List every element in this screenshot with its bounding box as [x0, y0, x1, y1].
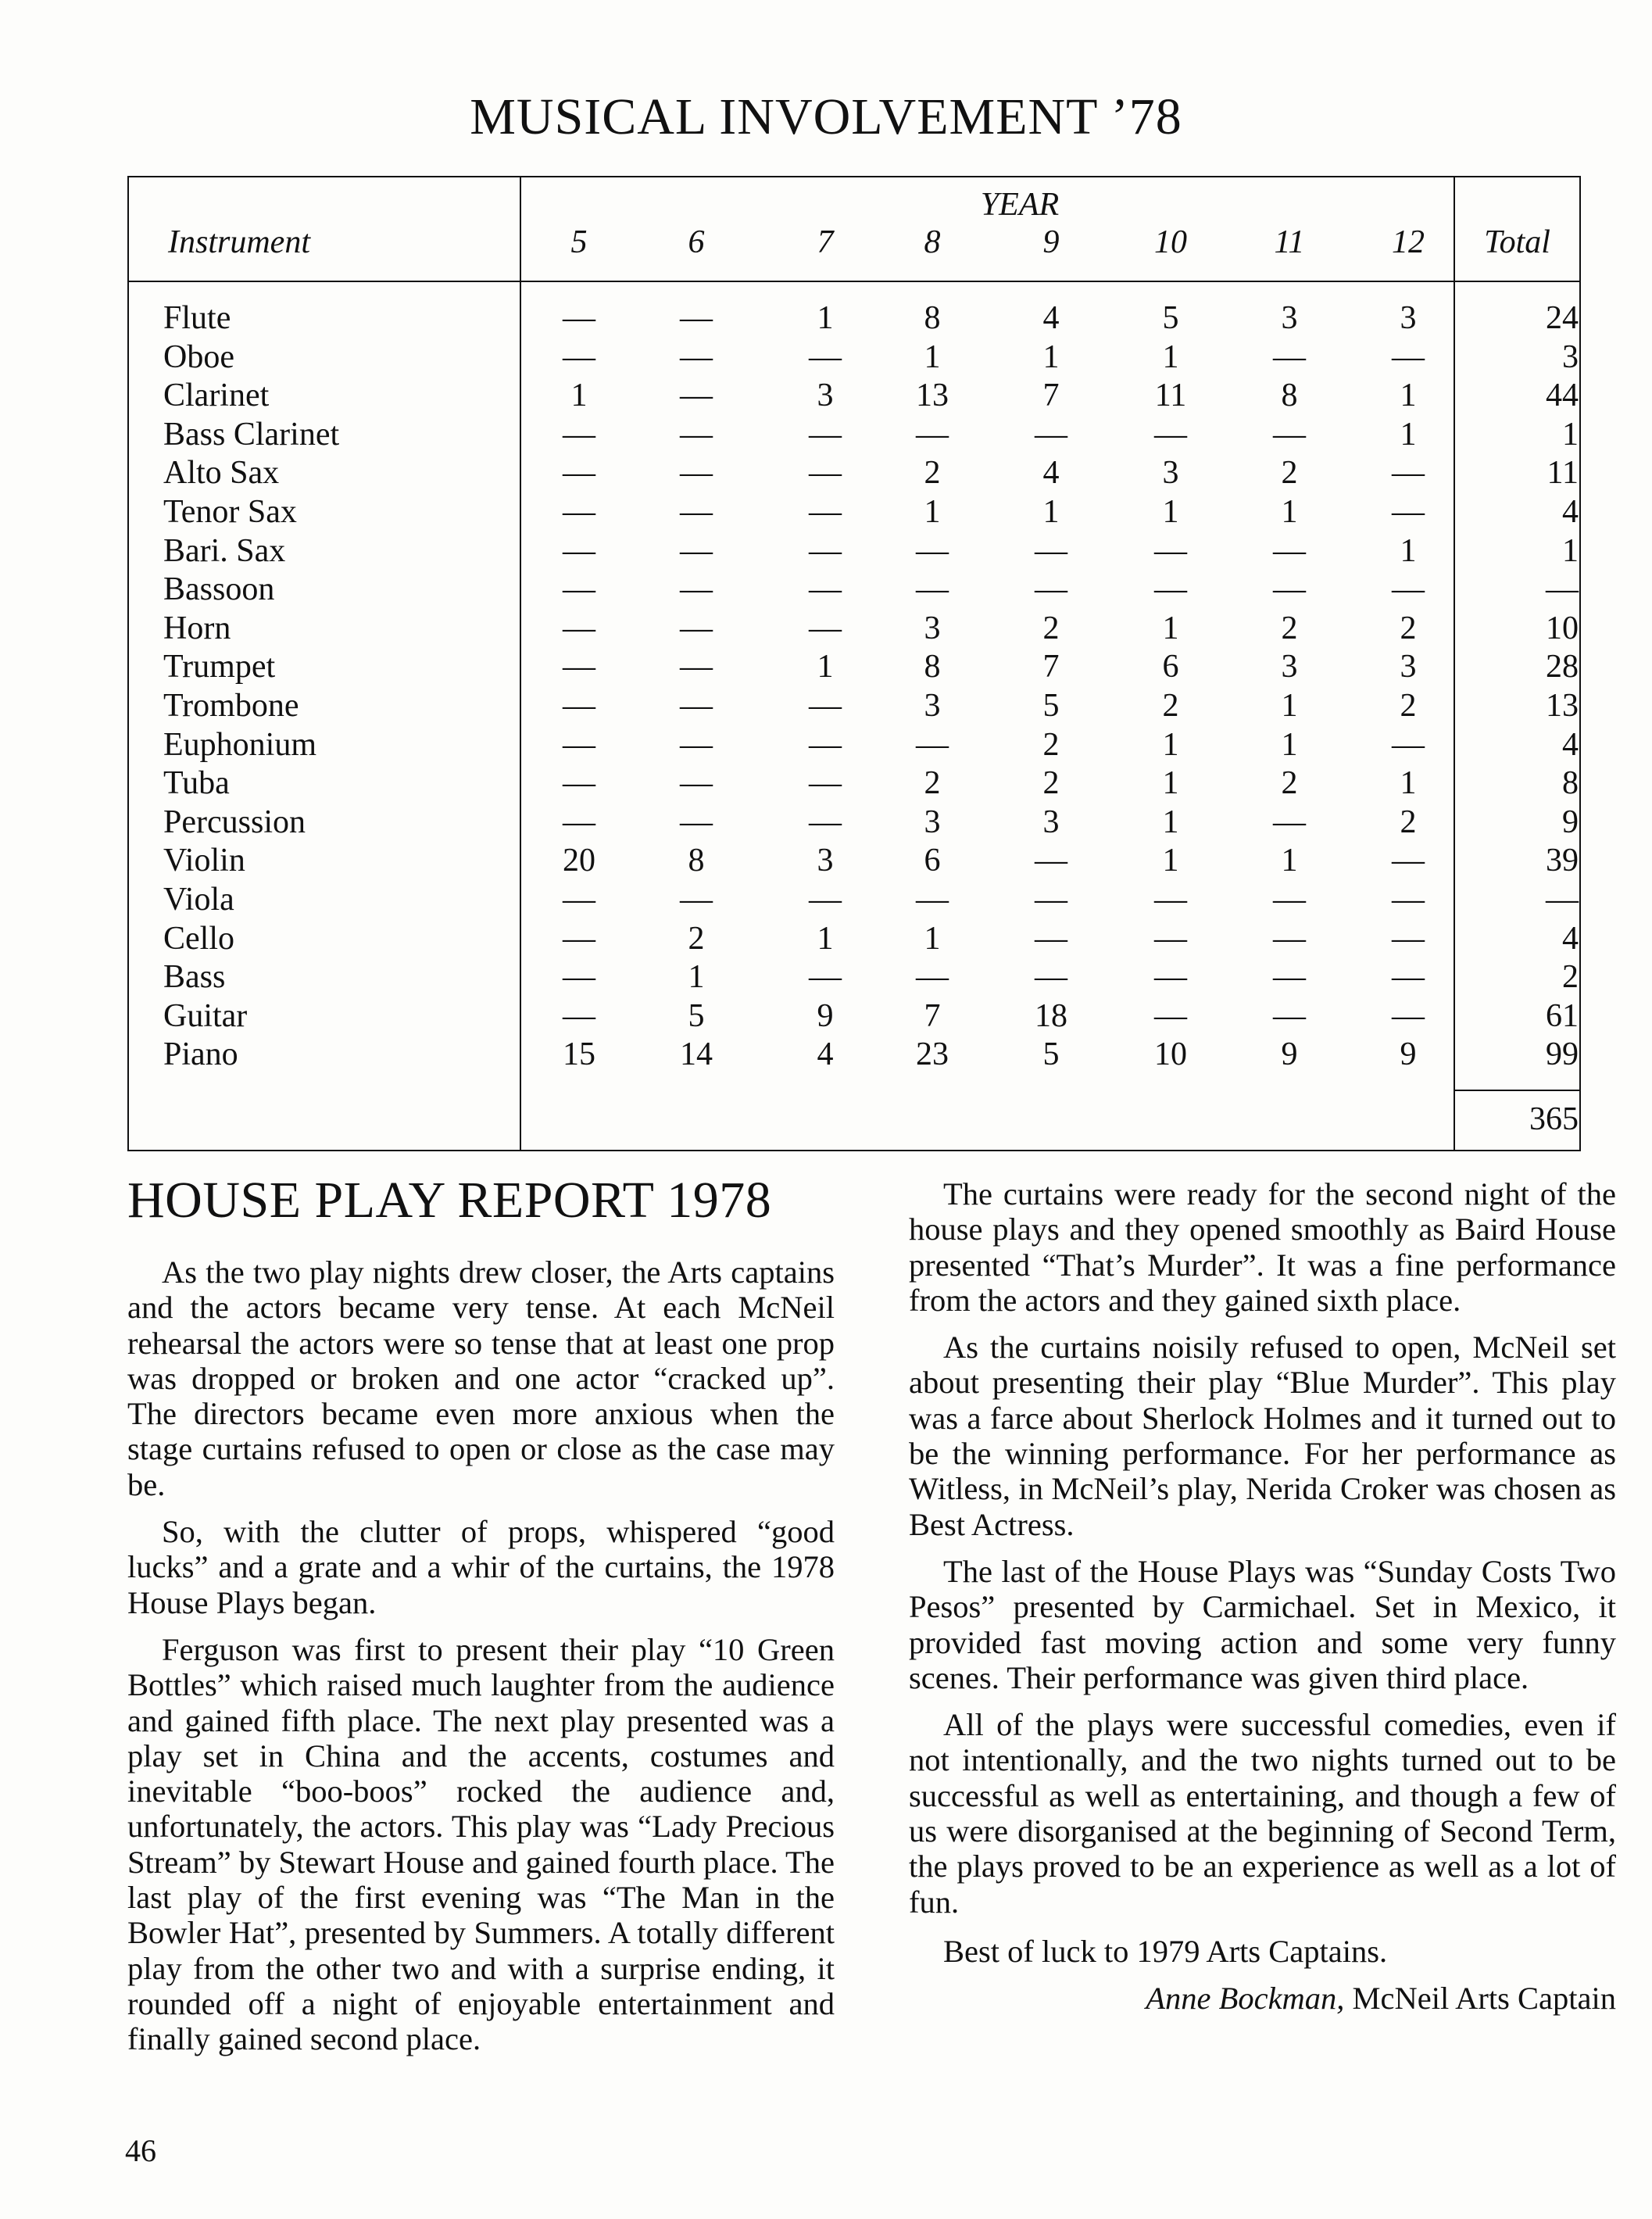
row-total: 24 — [1546, 300, 1579, 336]
table-cell: 1 — [1400, 416, 1417, 453]
year-header-11: 11 — [1274, 224, 1305, 260]
table-cell: 3 — [924, 688, 941, 724]
table-cell: — — [1154, 571, 1187, 608]
row-total: 4 — [1562, 920, 1579, 957]
table-cell: 2 — [924, 765, 941, 802]
table-cell: — — [809, 494, 842, 530]
table-cell: 3 — [924, 803, 941, 840]
table-cell: — — [680, 571, 713, 608]
table-cell: — — [680, 416, 713, 453]
table-cell: — — [680, 300, 713, 336]
table-cell: 1 — [1281, 494, 1298, 530]
table-cell: 8 — [924, 300, 941, 336]
table-cell: 7 — [1042, 649, 1060, 685]
table-cell: 1 — [924, 338, 941, 375]
table-cell: 1 — [1162, 726, 1179, 763]
table-cell: 2 — [1400, 803, 1417, 840]
table-cell: — — [1392, 494, 1425, 530]
table-cell: — — [1154, 959, 1187, 996]
table-cell: — — [563, 959, 595, 996]
instrument-name: Clarinet — [163, 378, 270, 414]
table-cell: — — [1392, 338, 1425, 375]
row-total: 10 — [1546, 610, 1579, 646]
table-cell: 9 — [817, 997, 834, 1034]
table-cell: 1 — [1400, 765, 1417, 802]
table-cell: 1 — [1162, 610, 1179, 646]
table-cell: 2 — [924, 455, 941, 492]
table-cell: — — [1273, 882, 1306, 918]
article-column-right — [909, 1176, 1616, 2028]
table-cell: — — [563, 649, 595, 685]
article-paragraph: All of the plays were successful comedies, even if not intentionally, and the two nights turned out to be successful as well as entertaining, and though a few of us were disorganised at the beginning of Second Term, the plays proved to be an experience as well as a lot of fun. — [909, 1707, 1616, 1920]
table-cell: — — [1154, 920, 1187, 957]
table-cell: — — [680, 610, 713, 646]
article-paragraph: So, with the clutter of props, whispered “good lucks” and a grate and a whir of the curtains, the 1978 House Plays began. — [127, 1514, 835, 1620]
instrument-name: Trumpet — [163, 649, 276, 685]
table-cell: — — [1273, 959, 1306, 996]
instrument-name: Bari. Sax — [163, 532, 286, 569]
instrument-name: Tenor Sax — [163, 494, 297, 530]
table-cell: 1 — [817, 920, 834, 957]
table-cell: — — [680, 882, 713, 918]
table-cell: 1 — [1400, 532, 1417, 569]
table-cell: 8 — [924, 649, 941, 685]
table-cell: — — [563, 765, 595, 802]
table-cell: 1 — [1162, 338, 1179, 375]
instrument-name: Bassoon — [163, 571, 275, 608]
table-cell: 3 — [1281, 300, 1298, 336]
instrument-name: Violin — [163, 843, 245, 879]
row-total: 9 — [1562, 803, 1579, 840]
table-cell: — — [1273, 571, 1306, 608]
table-cell: — — [680, 532, 713, 569]
table-cell: 2 — [1281, 765, 1298, 802]
table-cell: 1 — [1400, 378, 1417, 414]
closing-line: Best of luck to 1979 Arts Captains. — [943, 1933, 1388, 1969]
row-total: 39 — [1546, 843, 1579, 879]
article-paragraph: The last of the House Plays was “Sunday Costs Two Pesos” presented by Carmichael. Set in Mexico, it provided fast moving action and some very funny scenes. Their performance was given third place. — [909, 1553, 1616, 1695]
table-cell: — — [809, 765, 842, 802]
table-cell: — — [809, 959, 842, 996]
table-cell: — — [1154, 882, 1187, 918]
instrument-name: Viola — [163, 882, 234, 918]
table-cell: — — [1154, 997, 1187, 1034]
row-total: 13 — [1546, 688, 1579, 724]
row-total: 99 — [1546, 1036, 1579, 1073]
table-cell: 6 — [924, 843, 941, 879]
table-cell: 1 — [1162, 494, 1179, 530]
table-cell: — — [1035, 571, 1067, 608]
table-cell: — — [1392, 843, 1425, 879]
table-cell: — — [1035, 843, 1067, 879]
table-cell: — — [1273, 338, 1306, 375]
table-cell: 1 — [1281, 688, 1298, 724]
table-cell: 7 — [1042, 378, 1060, 414]
table-cell: 23 — [916, 1036, 949, 1073]
table-cell: — — [680, 649, 713, 685]
table-cell: 2 — [1042, 726, 1060, 763]
row-total: — — [1546, 882, 1579, 918]
table-cell: 3 — [1042, 803, 1060, 840]
table-cell: 3 — [1400, 649, 1417, 685]
table-cell: — — [809, 610, 842, 646]
table-cell: 4 — [1042, 455, 1060, 492]
table-cell: 8 — [688, 843, 705, 879]
table-cell: 1 — [924, 920, 941, 957]
table-cell: — — [809, 688, 842, 724]
table-cell: 1 — [570, 378, 588, 414]
table-cell: — — [1273, 997, 1306, 1034]
table-cell: — — [1035, 532, 1067, 569]
table-cell: — — [563, 882, 595, 918]
table-cell: 1 — [817, 300, 834, 336]
table-cell: — — [1273, 803, 1306, 840]
table-cell: 15 — [563, 1036, 595, 1073]
year-header-6: 6 — [688, 224, 705, 260]
table-cell: — — [680, 688, 713, 724]
table-cell: 4 — [1042, 300, 1060, 336]
table-cell: — — [563, 726, 595, 763]
row-total: 28 — [1546, 649, 1579, 685]
table-cell: 3 — [1400, 300, 1417, 336]
table-cell: — — [563, 455, 595, 492]
table-cell: — — [916, 882, 949, 918]
table-cell: — — [1035, 882, 1067, 918]
table-cell: — — [916, 571, 949, 608]
table-cell: — — [680, 378, 713, 414]
table-cell: — — [680, 765, 713, 802]
instrument-name: Cello — [163, 920, 234, 957]
table-cell: — — [1392, 726, 1425, 763]
article-paragraph: Ferguson was first to present their play “10 Green Bottles” which raised much laughter from the audience and gained fifth place. The next play presented was a play set in China and the accents, costumes and inevitable “boo-boos” rocked the audience and, unfortunately, the actors. This play was “Lady Precious Stream” by Stewart House and gained fourth place. The last play of the first evening was “The Man in the Bowler Hat”, presented by Summers. A totally different play from the other two and with a surprise ending, it rounded off a night of enjoyable entertainment and finally gained second place. — [127, 1631, 835, 2057]
table-cell: — — [809, 455, 842, 492]
table-cell: 3 — [1281, 649, 1298, 685]
total-divider — [1454, 1090, 1579, 1091]
table-cell: 1 — [924, 494, 941, 530]
page-number: 46 — [125, 2133, 156, 2168]
instrument-name: Percussion — [163, 803, 306, 840]
table-cell: 5 — [1162, 300, 1179, 336]
table-cell: — — [916, 726, 949, 763]
table-cell: 2 — [1162, 688, 1179, 724]
table-cell: 3 — [1162, 455, 1179, 492]
table-cell: — — [563, 920, 595, 957]
table-cell: 2 — [1400, 610, 1417, 646]
instrument-name: Guitar — [163, 997, 248, 1034]
table-cell: 3 — [924, 610, 941, 646]
instrument-name: Horn — [163, 610, 231, 646]
table-cell: — — [809, 803, 842, 840]
table-cell: 1 — [1162, 803, 1179, 840]
row-total: 4 — [1562, 726, 1579, 763]
table-cell: — — [1035, 416, 1067, 453]
table-cell: 20 — [563, 843, 595, 879]
author-role: McNeil Arts Captain — [1344, 1981, 1616, 2017]
row-total: 1 — [1562, 416, 1579, 453]
table-cell: 7 — [924, 997, 941, 1034]
table-cell: — — [680, 455, 713, 492]
table-cell: — — [1154, 532, 1187, 569]
row-total: 3 — [1562, 338, 1579, 375]
table-cell: 11 — [1154, 378, 1187, 414]
table-cell: 14 — [680, 1036, 713, 1073]
table-cell: 1 — [1162, 843, 1179, 879]
year-header-10: 10 — [1154, 224, 1187, 260]
row-total: 8 — [1562, 765, 1579, 802]
table-cell: — — [916, 532, 949, 569]
table-cell: — — [809, 338, 842, 375]
year-header-12: 12 — [1392, 224, 1425, 260]
table-cell: — — [680, 726, 713, 763]
table-cell: 1 — [817, 649, 834, 685]
grand-total: 365 — [1529, 1101, 1579, 1137]
table-cell: — — [1392, 571, 1425, 608]
table-cell: 2 — [1281, 610, 1298, 646]
table-cell: — — [809, 726, 842, 763]
article-paragraph: As the two play nights drew closer, the Arts captains and the actors became very tense. At each McNeil rehearsal the actors were so tense that at least one prop was dropped or broken and one actor “cracked up”. The directors became even more anxious when the stage curtains refused to open or close as the case may be. — [127, 1254, 835, 1502]
table-cell: 1 — [1281, 843, 1298, 879]
instrument-header: Instrument — [168, 224, 310, 260]
year-header: YEAR — [980, 187, 1060, 223]
table-title: MUSICAL INVOLVEMENT ’78 — [470, 88, 1182, 145]
table-cell: — — [563, 997, 595, 1034]
table-cell: — — [1154, 416, 1187, 453]
instrument-name: Trombone — [163, 688, 299, 724]
table-cell: — — [563, 300, 595, 336]
table-cell: 1 — [688, 959, 705, 996]
row-total: 61 — [1546, 997, 1579, 1034]
table-cell: — — [1392, 455, 1425, 492]
table-cell: — — [1392, 882, 1425, 918]
table-cell: — — [563, 494, 595, 530]
table-cell: 3 — [817, 378, 834, 414]
article-paragraph: The curtains were ready for the second night of the house plays and they opened smoothly as Baird House presented “That’s Murder”. It was a fine performance from the actors and they gained sixth place. — [909, 1176, 1616, 1318]
table-cell: 5 — [688, 997, 705, 1034]
instrument-name: Alto Sax — [163, 455, 280, 492]
row-total: — — [1546, 571, 1579, 608]
header-divider — [129, 281, 1579, 282]
table-cell: 1 — [1281, 726, 1298, 763]
article-paragraph: As the curtains noisily refused to open, McNeil set about presenting their play “Blue Murder”. This play was a farce about Sherlock Holmes and it turned out to be the winning performance. For her performance as Witless, in McNeil’s play, Nerida Croker was chosen as Best Actress. — [909, 1330, 1616, 1542]
table-cell: 10 — [1154, 1036, 1187, 1073]
year-header-7: 7 — [817, 224, 834, 260]
author-name: Anne Bockman, — [1146, 1981, 1345, 2017]
year-header-5: 5 — [570, 224, 588, 260]
table-cell: — — [563, 338, 595, 375]
row-total: 44 — [1546, 378, 1579, 414]
instrument-name: Piano — [163, 1036, 238, 1073]
table-cell: — — [563, 571, 595, 608]
table-cell: — — [563, 416, 595, 453]
table-cell: 3 — [817, 843, 834, 879]
table-cell: — — [809, 532, 842, 569]
table-cell: — — [1273, 532, 1306, 569]
table-cell: — — [1035, 959, 1067, 996]
table-cell: 2 — [688, 920, 705, 957]
table-cell: 6 — [1162, 649, 1179, 685]
row-total: 11 — [1547, 455, 1579, 492]
row-total: 1 — [1562, 532, 1579, 569]
article-title: HOUSE PLAY REPORT 1978 — [127, 1172, 772, 1229]
table-cell: 2 — [1042, 765, 1060, 802]
table-cell: — — [563, 610, 595, 646]
year-header-9: 9 — [1042, 224, 1060, 260]
table-cell: — — [563, 688, 595, 724]
row-total: 4 — [1562, 494, 1579, 530]
table-cell: 5 — [1042, 1036, 1060, 1073]
article-column-left — [127, 1254, 835, 2069]
table-cell: 4 — [817, 1036, 834, 1073]
author-signature — [909, 1981, 1616, 2016]
total-header: Total — [1484, 224, 1550, 260]
instrument-name: Flute — [163, 300, 231, 336]
table-cell: — — [916, 959, 949, 996]
row-total: 2 — [1562, 959, 1579, 996]
year-header-8: 8 — [924, 224, 941, 260]
table-cell: 1 — [1162, 765, 1179, 802]
table-cell: 9 — [1400, 1036, 1417, 1073]
table-cell: — — [809, 571, 842, 608]
table-cell: — — [809, 882, 842, 918]
table-cell: — — [1035, 920, 1067, 957]
instrument-name: Bass Clarinet — [163, 416, 340, 453]
table-cell: — — [1392, 959, 1425, 996]
table-cell: — — [1273, 920, 1306, 957]
instrument-name: Tuba — [163, 765, 230, 802]
table-cell: 2 — [1400, 688, 1417, 724]
table-cell: — — [1392, 920, 1425, 957]
table-cell: 2 — [1042, 610, 1060, 646]
table-cell: — — [680, 338, 713, 375]
instrument-name: Bass — [163, 959, 226, 996]
musical-involvement-table — [127, 176, 1581, 1151]
table-cell: 18 — [1035, 997, 1067, 1034]
table-cell: — — [1392, 997, 1425, 1034]
table-cell: 9 — [1281, 1036, 1298, 1073]
table-cell: — — [680, 494, 713, 530]
table-cell: — — [680, 803, 713, 840]
table-cell: 1 — [1042, 494, 1060, 530]
table-cell: 5 — [1042, 688, 1060, 724]
table-cell: 2 — [1281, 455, 1298, 492]
table-cell: 1 — [1042, 338, 1060, 375]
table-cell: 8 — [1281, 378, 1298, 414]
table-cell: — — [809, 416, 842, 453]
instrument-name: Euphonium — [163, 726, 316, 763]
instrument-name: Oboe — [163, 338, 234, 375]
table-cell: — — [916, 416, 949, 453]
table-cell: — — [563, 532, 595, 569]
table-cell: — — [563, 803, 595, 840]
table-cell: 13 — [916, 378, 949, 414]
table-cell: — — [1273, 416, 1306, 453]
